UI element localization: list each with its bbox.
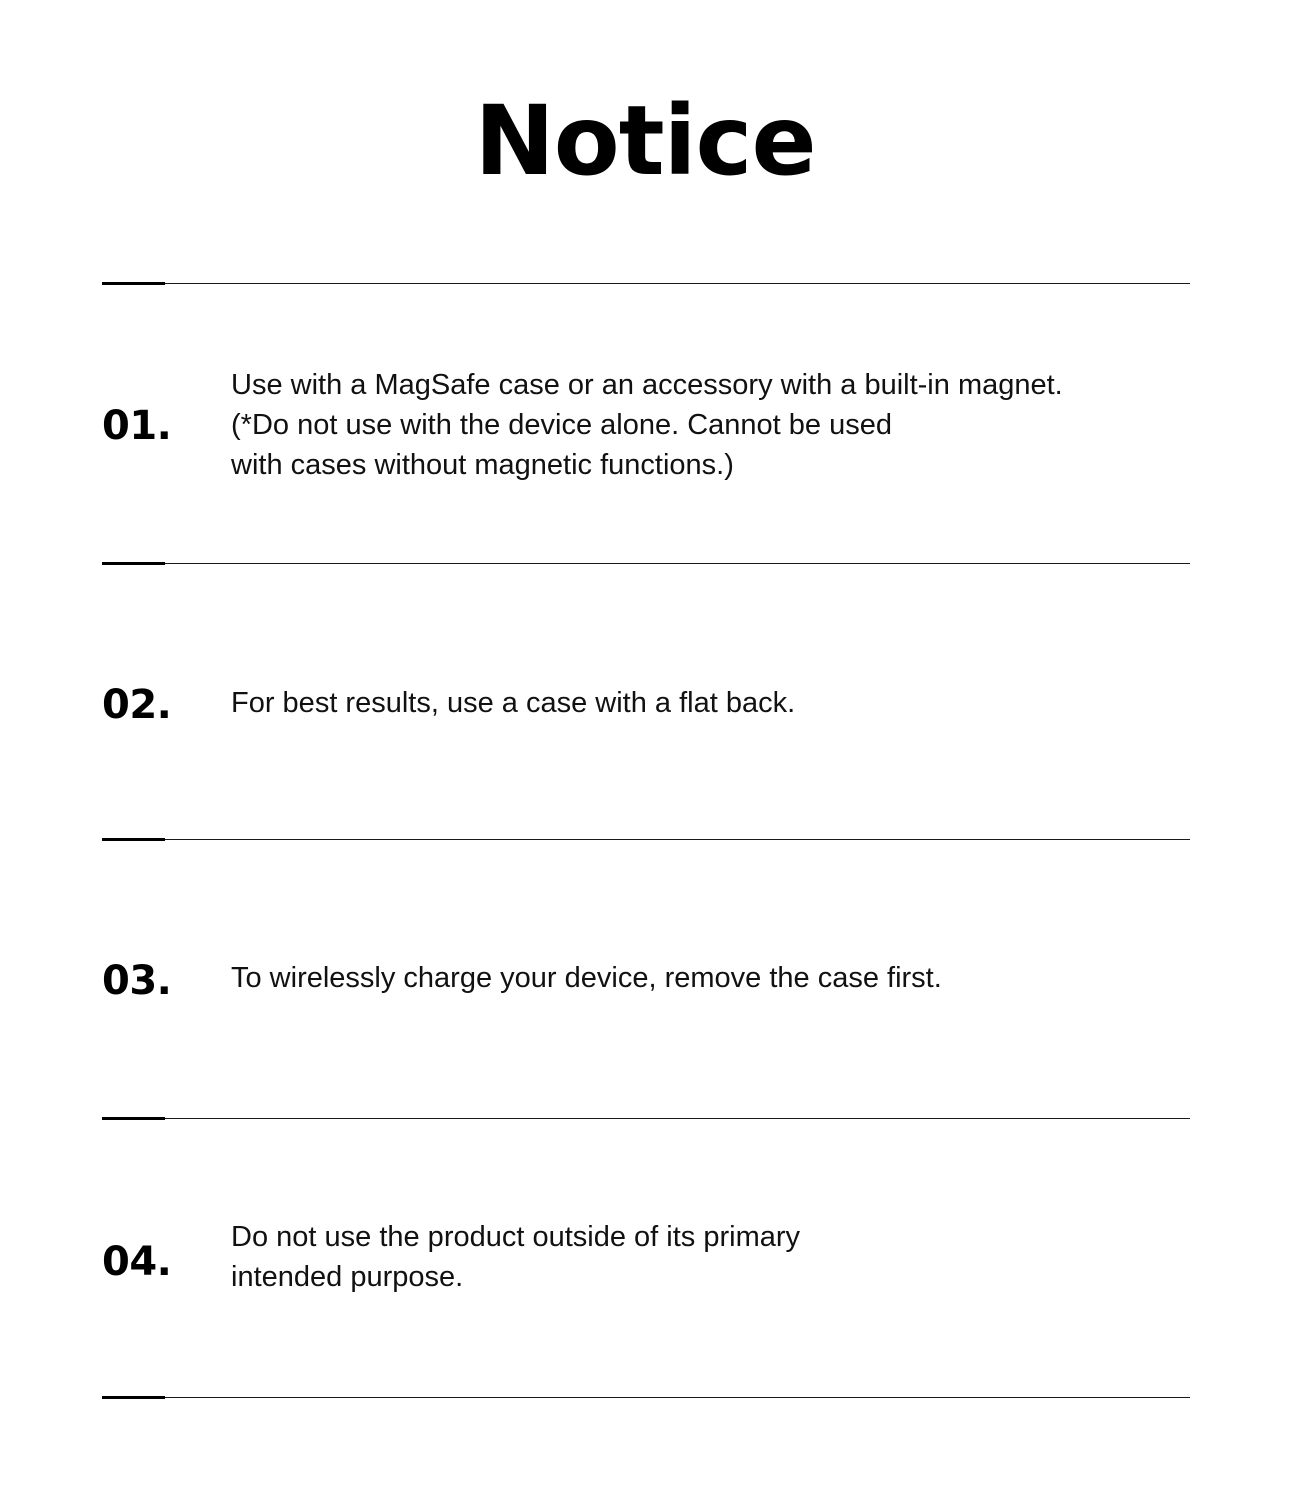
divider-accent xyxy=(102,1396,165,1399)
item-text: To wirelessly charge your device, remove the case first. xyxy=(231,962,942,994)
item-number: 02. xyxy=(102,682,172,728)
item-text: Use with a MagSafe case or an accessory with a built-in magnet. (*Do not use with the device alone. Cannot be used with cases without magnetic functions.) xyxy=(231,369,1063,481)
item-text: Do not use the product outside of its primary intended purpose. xyxy=(231,1221,801,1293)
page-title: Notice xyxy=(474,85,816,197)
divider xyxy=(102,563,1190,564)
divider xyxy=(102,1118,1190,1119)
item-number: 04. xyxy=(102,1239,172,1285)
item-number: 03. xyxy=(102,958,172,1004)
divider-accent xyxy=(102,562,165,565)
divider-accent xyxy=(102,838,165,841)
divider-accent xyxy=(102,282,165,285)
item-number: 01. xyxy=(102,403,172,449)
divider xyxy=(102,1397,1190,1398)
divider-accent xyxy=(102,1117,165,1120)
divider xyxy=(102,283,1190,284)
divider xyxy=(102,839,1190,840)
item-text: For best results, use a case with a flat back. xyxy=(231,687,796,719)
